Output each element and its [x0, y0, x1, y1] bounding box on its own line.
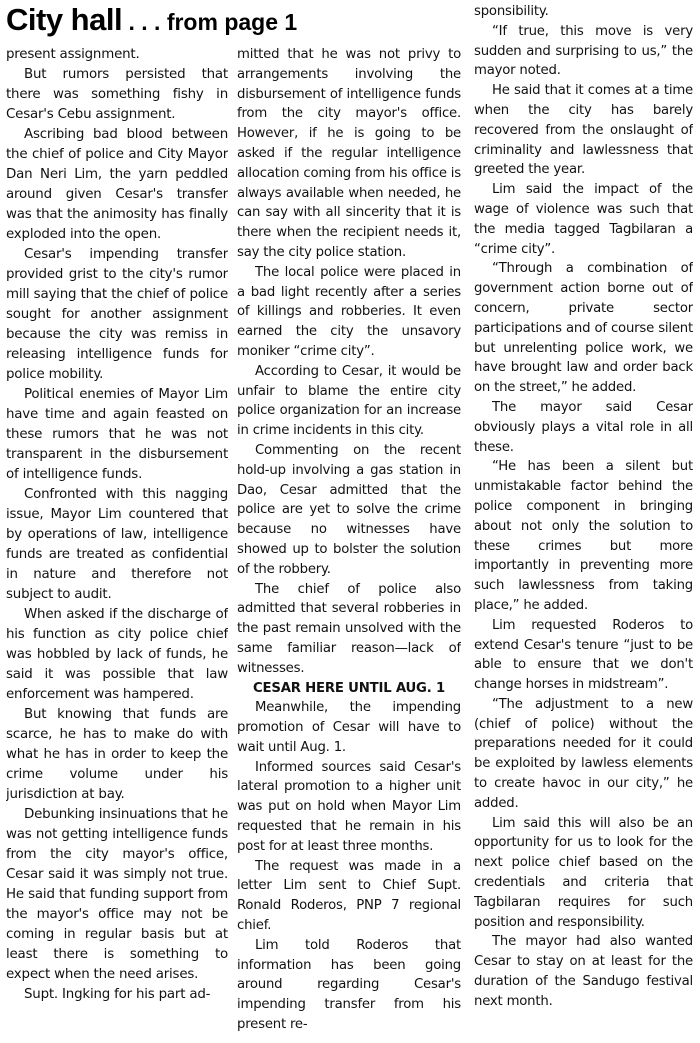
article-paragraph: The local police were placed in a bad light recently after a series of killings and robberies. It even earned the city the unsavory moniker “crime city”. — [237, 264, 461, 359]
article-paragraph: “He has been a silent but unmistakable factor behind the police component in bringing about not only the solution to these crimes but more importantly in preventing more such lawlessness from taking place,” he added. — [474, 459, 693, 613]
article-paragraph: Political enemies of Mayor Lim have time and again feasted on these rumors that he was not transparent in the disbursement of intelligence funds. — [6, 387, 228, 482]
article-paragraph: According to Cesar, it would be unfair to blame the entire city police organization for an increase in crime incidents in this city. — [237, 363, 461, 439]
headline-continuation: . . . from page 1 — [122, 9, 298, 35]
article-paragraph: “Through a combination of government action borne out of concern, private sector participations and of course silent but unrelenting police work, we have brought law and order back on the street,” he added. — [474, 261, 693, 396]
article-paragraph: The mayor had also wanted Cesar to stay on at least for the duration of the Sandugo festival next month. — [474, 934, 693, 1009]
article-paragraph: Debunking insinuations that he was not getting intelligence funds from the city mayor's office, Cesar said it was simply not true. He said that funding support from the mayor's office may not be coming in regular basis but at least there is something to expect when the need arises. — [6, 807, 228, 982]
article-paragraph: “If true, this move is very sudden and surprising to us,” the mayor noted. — [474, 23, 693, 79]
article-paragraph: Ascribing bad blood between the chief of police and City Mayor Dan Neri Lim, the yarn peddled around given Cesar's transfer was that the animosity has finally exploded into the open. — [6, 127, 228, 242]
article-paragraph: The chief of police also admitted that several robberies in the past remain unsolved with the same familiar reason—lack of witnesses. — [237, 581, 461, 676]
article-paragraph: But knowing that funds are scarce, he has to make do with what he has in order to keep the crime volume under his jurisdiction at bay. — [6, 707, 228, 802]
article-paragraph: “The adjustment to a new (chief of police) without the preparations needed for it could be exploited by lawless elements to create havoc in our city,” he added. — [474, 696, 693, 811]
headline-title: City hall — [6, 2, 123, 37]
headline — [6, 2, 297, 46]
article-paragraph: Lim said the impact of the wage of violence was such that the media tagged Tagbilaran a “crime city”. — [474, 182, 693, 257]
article-paragraph: The mayor said Cesar obviously plays a vital role in all these. — [474, 399, 693, 455]
article-paragraph: When asked if the discharge of his function as city police chief was hobbled by lack of funds, he said it was possible that law enforcement was hampered. — [6, 607, 228, 702]
article-paragraph: Lim told Roderos that information has been going around regarding Cesar's impending transfer from his present re- — [237, 937, 461, 1033]
article-paragraph: He said that it comes at a time when the city has barely recovered from the onslaught of criminality and lawlessness that greeted the year. — [474, 83, 693, 178]
article-paragraph: present assignment. — [6, 47, 140, 62]
article-paragraph: Informed sources said Cesar's lateral promotion to a higher unit was put on hold when Mayor Lim requested that he remain in his post for at least three months. — [237, 759, 461, 854]
article-paragraph: Meanwhile, the impending promotion of Cesar will have to wait until Aug. 1. — [237, 700, 461, 755]
article-paragraph: But rumors persisted that there was something fishy in Cesar's Cebu assignment. — [6, 67, 228, 122]
article-paragraph: Commenting on the recent hold-up involving a gas station in Dao, Cesar admitted that the police are yet to solve the crime because no witnesses have showed up to bolster the solution of the robbery. — [237, 442, 461, 577]
article-column-3 — [474, 2, 693, 1040]
article-column-1 — [6, 45, 228, 1040]
article-paragraph: mitted that he was not privy to arrangements involving the disbursement of intelligence funds from the city mayor's office. However, if he is going to be asked if the regular intelligence allocation coming from his office is always available when needed, he can say with all sincerity that it is there when the recipient needs it, say the city police station. — [237, 47, 461, 260]
section-subhead: CESAR HERE UNTIL AUG. 1 — [252, 680, 445, 696]
article-paragraph: Lim requested Roderos to extend Cesar's tenure “just to be able to ensure that we don't change horses in midstream”. — [474, 617, 693, 693]
article-column-2 — [237, 45, 461, 1040]
article-paragraph: Supt. Ingking for his part ad- — [24, 987, 211, 1002]
article-paragraph: Confronted with this nagging issue, Mayor Lim countered that by operations of law, intelligence funds are treated as confidential in nature and therefore not subject to audit. — [6, 487, 228, 602]
article-paragraph: Cesar's impending transfer provided grist to the city's rumor mill saying that the chief of police sought for another assignment because the city was remiss in releasing intelligence funds for police mobility. — [6, 247, 228, 382]
article-paragraph: sponsibility. — [474, 4, 549, 19]
article-paragraph: The request was made in a letter Lim sent to Chief Supt. Ronald Roderos, PNP 7 regional chief. — [237, 858, 461, 934]
article-paragraph: Lim said this will also be an opportunity for us to look for the next police chief based on the credentials and criteria that Tagbilaran requires for such position and responsibility. — [474, 815, 693, 930]
